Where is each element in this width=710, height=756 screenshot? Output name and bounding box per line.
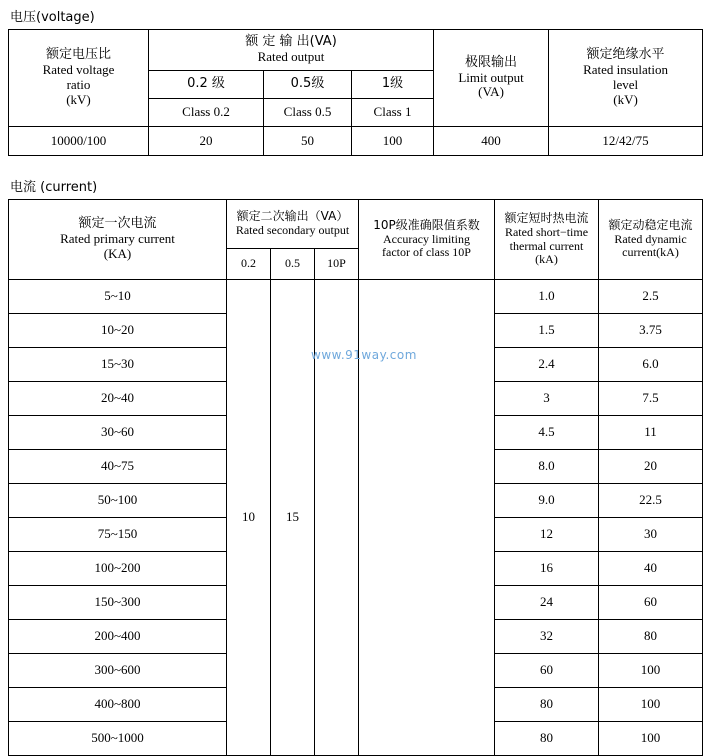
current-dynamic-header-en2: current(kA) bbox=[622, 245, 679, 260]
voltage-class-02-en: Class 0.2 bbox=[149, 99, 264, 127]
table-row bbox=[9, 200, 703, 249]
voltage-value-class-02: 20 bbox=[149, 127, 264, 156]
current-dynamic-header-en: Rated dynamic bbox=[614, 231, 687, 246]
voltage-limit-header-cn: 极限输出 bbox=[465, 54, 518, 70]
voltage-limit-header bbox=[434, 30, 549, 127]
current-primary-value: 100~200 bbox=[9, 552, 227, 586]
current-dynamic-value: 100 bbox=[599, 654, 703, 688]
document-page bbox=[0, 6, 710, 746]
voltage-section-caption: 电压(voltage) bbox=[10, 10, 95, 25]
current-thermal-value: 3 bbox=[495, 382, 599, 416]
table-row bbox=[9, 30, 703, 71]
current-primary-header-unit: (KA) bbox=[103, 245, 132, 261]
current-dynamic-value: 80 bbox=[599, 620, 703, 654]
voltage-value-insulation: 12/42/75 bbox=[549, 127, 703, 156]
current-thermal-value: 12 bbox=[495, 518, 599, 552]
current-primary-value: 30~60 bbox=[9, 416, 227, 450]
current-primary-value: 200~400 bbox=[9, 620, 227, 654]
current-dynamic-value: 100 bbox=[599, 722, 703, 756]
current-primary-value: 150~300 bbox=[9, 586, 227, 620]
voltage-ratio-header-cn: 额定电压比 bbox=[45, 47, 111, 63]
table-row bbox=[9, 127, 703, 156]
current-dynamic-value: 40 bbox=[599, 552, 703, 586]
voltage-insulation-header-cn: 额定绝缘水平 bbox=[586, 47, 665, 63]
voltage-insulation-header bbox=[549, 30, 703, 127]
current-primary-header-cn: 额定一次电流 bbox=[78, 216, 157, 232]
voltage-insulation-header-en2: level bbox=[612, 77, 639, 92]
current-dynamic-header bbox=[599, 200, 703, 280]
table-row bbox=[9, 280, 703, 314]
voltage-table bbox=[8, 29, 703, 156]
current-thermal-value: 32 bbox=[495, 620, 599, 654]
current-dynamic-value: 6.0 bbox=[599, 348, 703, 382]
current-thermal-header bbox=[495, 200, 599, 280]
current-dynamic-value: 7.5 bbox=[599, 382, 703, 416]
current-dynamic-value: 2.5 bbox=[599, 280, 703, 314]
current-thermal-value: 4.5 bbox=[495, 416, 599, 450]
current-primary-value: 400~800 bbox=[9, 688, 227, 722]
voltage-insulation-header-unit: (kV) bbox=[613, 91, 638, 107]
voltage-output-header-cn: 额 定 输 出(VA) bbox=[245, 34, 337, 50]
current-accuracy-header-cn: 10P级准确限值系数 bbox=[373, 217, 480, 232]
voltage-output-header bbox=[149, 30, 434, 71]
current-thermal-value: 60 bbox=[495, 654, 599, 688]
current-secondary-header-en: Rated secondary output bbox=[235, 223, 350, 237]
current-thermal-value: 1.0 bbox=[495, 280, 599, 314]
voltage-ratio-header bbox=[9, 30, 149, 127]
current-dynamic-value: 60 bbox=[599, 586, 703, 620]
current-primary-value: 300~600 bbox=[9, 654, 227, 688]
current-thermal-header-en2: thermal current bbox=[509, 238, 584, 253]
voltage-class-02-cn: 0.2 级 bbox=[149, 71, 264, 99]
current-secondary-05-value: 15 bbox=[271, 280, 315, 756]
current-thermal-value: 80 bbox=[495, 722, 599, 756]
voltage-value-ratio: 10000/100 bbox=[9, 127, 149, 156]
current-thermal-value: 80 bbox=[495, 688, 599, 722]
current-thermal-value: 8.0 bbox=[495, 450, 599, 484]
current-secondary-col-02: 0.2 bbox=[227, 249, 271, 280]
current-dynamic-header-cn: 额定动稳定电流 bbox=[608, 217, 693, 232]
current-dynamic-value: 3.75 bbox=[599, 314, 703, 348]
voltage-class-1-en: Class 1 bbox=[352, 99, 434, 127]
current-thermal-value: 9.0 bbox=[495, 484, 599, 518]
current-primary-value: 40~75 bbox=[9, 450, 227, 484]
current-secondary-col-10p: 10P bbox=[315, 249, 359, 280]
current-dynamic-value: 100 bbox=[599, 688, 703, 722]
voltage-insulation-header-en: Rated insulation bbox=[583, 62, 668, 78]
current-dynamic-value: 20 bbox=[599, 450, 703, 484]
voltage-limit-header-unit: (VA) bbox=[478, 84, 504, 100]
current-primary-header bbox=[9, 200, 227, 280]
voltage-class-1-cn: 1级 bbox=[352, 71, 434, 99]
current-dynamic-value: 22.5 bbox=[599, 484, 703, 518]
current-thermal-header-en: Rated short−time bbox=[504, 224, 589, 239]
voltage-limit-header-en: Limit output bbox=[458, 69, 524, 85]
current-table bbox=[8, 199, 703, 756]
current-primary-header-en: Rated primary current bbox=[60, 231, 175, 247]
voltage-value-limit: 400 bbox=[434, 127, 549, 156]
current-accuracy-header-en: Accuracy limiting bbox=[383, 231, 470, 246]
current-secondary-header-cn: 额定二次输出（VA） bbox=[236, 209, 349, 224]
voltage-ratio-header-unit: (kV) bbox=[66, 91, 91, 107]
voltage-ratio-header-en: Rated voltage bbox=[42, 62, 115, 78]
voltage-class-05-cn: 0.5级 bbox=[264, 71, 352, 99]
current-primary-value: 500~1000 bbox=[9, 722, 227, 756]
current-secondary-header bbox=[227, 200, 359, 249]
current-primary-value: 75~150 bbox=[9, 518, 227, 552]
current-thermal-value: 2.4 bbox=[495, 348, 599, 382]
current-thermal-value: 1.5 bbox=[495, 314, 599, 348]
voltage-ratio-header-en2: ratio bbox=[66, 77, 91, 92]
voltage-value-class-1: 100 bbox=[352, 127, 434, 156]
current-accuracy-value bbox=[359, 280, 495, 756]
voltage-output-header-en: Rated output bbox=[257, 49, 325, 64]
current-primary-value: 15~30 bbox=[9, 348, 227, 382]
current-primary-value: 5~10 bbox=[9, 280, 227, 314]
current-dynamic-value: 11 bbox=[599, 416, 703, 450]
current-primary-value: 20~40 bbox=[9, 382, 227, 416]
watermark-text: www.91way.com bbox=[311, 348, 417, 362]
current-thermal-header-unit: (kA) bbox=[535, 252, 558, 267]
current-accuracy-header bbox=[359, 200, 495, 280]
current-thermal-header-cn: 额定短时热电流 bbox=[504, 210, 589, 225]
current-dynamic-value: 30 bbox=[599, 518, 703, 552]
current-thermal-value: 24 bbox=[495, 586, 599, 620]
voltage-value-class-05: 50 bbox=[264, 127, 352, 156]
current-thermal-value: 16 bbox=[495, 552, 599, 586]
current-secondary-col-05: 0.5 bbox=[271, 249, 315, 280]
current-section-caption: 电流 (current) bbox=[10, 180, 98, 195]
current-accuracy-header-en2: factor of class 10P bbox=[382, 245, 471, 260]
voltage-class-05-en: Class 0.5 bbox=[264, 99, 352, 127]
current-primary-value: 10~20 bbox=[9, 314, 227, 348]
current-secondary-02-value: 10 bbox=[227, 280, 271, 756]
current-secondary-10p-value bbox=[315, 280, 359, 756]
current-primary-value: 50~100 bbox=[9, 484, 227, 518]
